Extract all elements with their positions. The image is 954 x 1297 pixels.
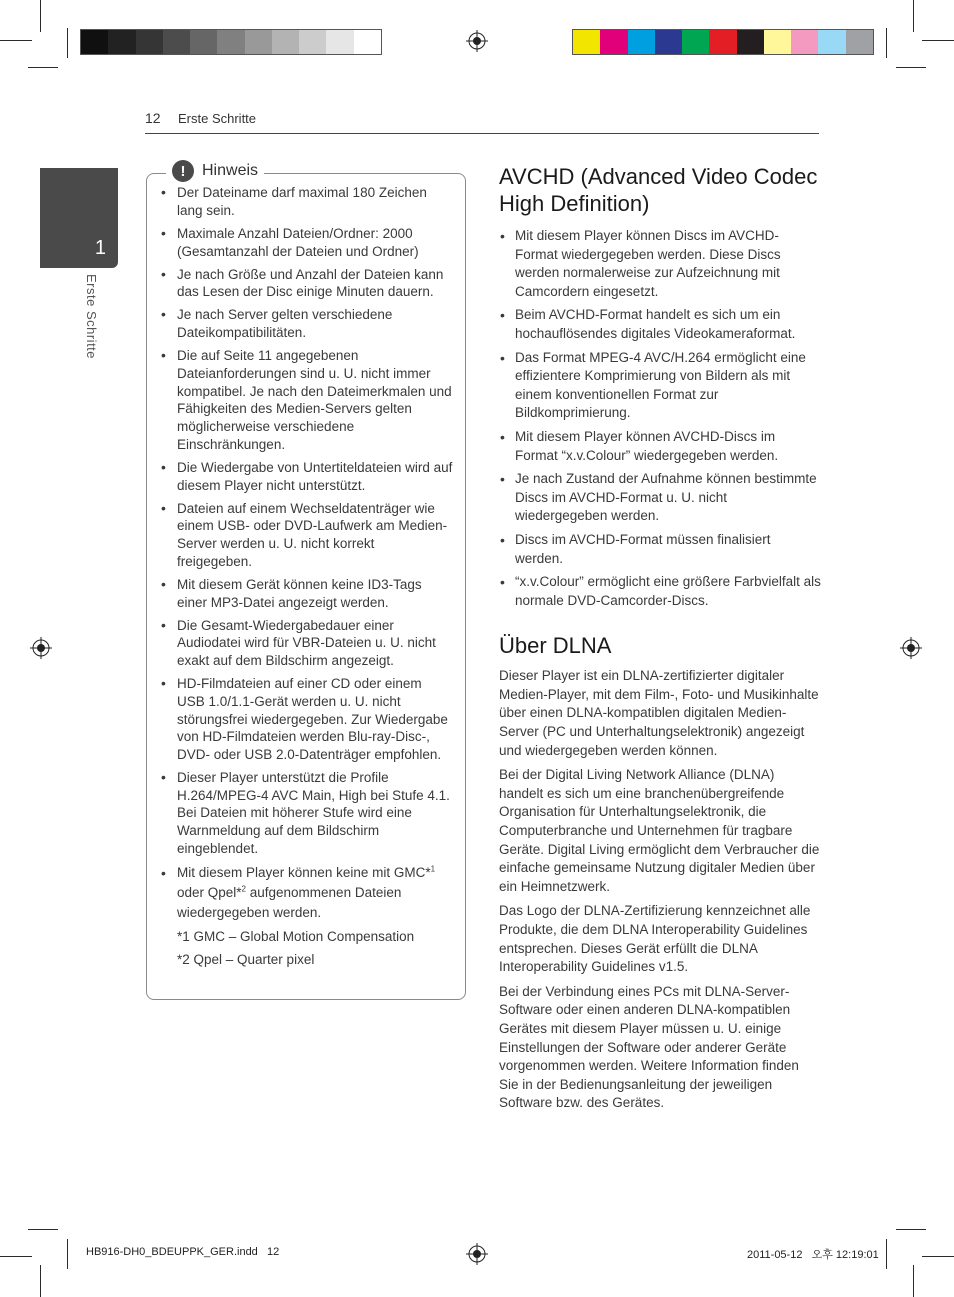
dlna-paragraph: Bei der Verbindung eines PCs mit DLNA-Server-Software oder einen anderen DLNA-kompatiblen Gerätes mit diesem Player müssen u. U. einige Einstellungen der Software oder anderer Geräte vorgenommen werden. Weitere Information finden Sie in der Bedienungsanleitung der jeweiligen Software bzw. des Gerätes. (499, 983, 799, 1111)
crop-mark (896, 1229, 926, 1230)
note-title: Hinweis (202, 162, 259, 179)
note-list (158, 184, 453, 974)
crop-mark (28, 67, 58, 68)
crop-mark (67, 28, 68, 58)
color-swatch (600, 30, 627, 54)
header-rule (145, 133, 819, 134)
avchd-list (499, 227, 821, 610)
crop-mark (886, 1239, 887, 1269)
warning-icon: ! (172, 160, 194, 182)
color-swatch (737, 30, 764, 54)
crop-mark (896, 67, 926, 68)
chapter-tab (40, 168, 118, 268)
chapter-number: 1 (94, 237, 106, 259)
list-item: • Discs im AVCHD-Format müssen finalisiert werden. (499, 531, 821, 568)
crop-mark (40, 0, 41, 32)
right-column (499, 163, 821, 1119)
list-item: • Je nach Zustand der Aufnahme können bestimmte Discs im AVCHD-Format u. U. nicht wiedergegeben werden. (499, 470, 821, 526)
chapter-label: Erste Schritte (84, 274, 99, 360)
crop-mark (913, 0, 914, 32)
list-item: • Der Dateiname darf maximal 180 Zeichen lang sein. (158, 184, 453, 219)
list-item: • Maximale Anzahl Dateien/Ordner: 2000 (Gesamtanzahl der Dateien und Ordner) (158, 225, 453, 260)
color-swatch (846, 30, 873, 54)
color-swatch (628, 30, 655, 54)
list-item: • Dateien auf einem Wechseldatenträger wie einem USB- oder DVD-Laufwerk am Medien-Server werden u. U. nicht korrekt freigegeben. (158, 500, 453, 571)
footnote-ref: 2 (241, 884, 246, 894)
dlna-heading: Über DLNA (499, 633, 612, 659)
color-swatch (326, 30, 353, 54)
footnote-ref: 1 (430, 864, 436, 874)
registration-mark-icon (900, 637, 922, 659)
crop-mark (67, 1239, 68, 1269)
list-item: • Dieser Player unterstützt die Profile H.264/MPEG-4 AVC Main, High bei Stufe 4.1. Bei Dateien mit höherer Stufe wird eine Warnmeldung auf dem Bildschirm eingeblendet. (158, 769, 453, 858)
crop-mark (922, 40, 954, 41)
color-swatch (81, 30, 108, 54)
color-swatch (245, 30, 272, 54)
color-swatch (709, 30, 736, 54)
color-swatch (573, 30, 600, 54)
list-item: • Die Wiedergabe von Untertiteldateien wird auf diesem Player nicht unterstützt. (158, 459, 453, 494)
footer-date-info: 2011-05-12 오후 12:19:01 (747, 1249, 879, 1261)
avchd-heading: AVCHD (Advanced Video Codec High Definition) (499, 164, 818, 216)
crop-mark (922, 1256, 954, 1257)
list-item: • Mit diesem Player können Discs im AVCHD-Format wiedergegeben werden. Diese Discs werden normalerweise zur Aufzeichnung mit Camcordern eingesetzt. (499, 227, 821, 301)
grayscale-color-bar (80, 29, 382, 55)
dlna-paragraph: Das Logo der DLNA-Zertifizierung kennzeichnet alle Produkte, die dem DLNA Interoperability Guidelines entsprechen. Dieses Gerät erfüllt die DLNA Interoperability Guidelines v1.5. (499, 903, 811, 975)
registration-mark-icon (466, 30, 488, 52)
list-item: • Die auf Seite 11 angegebenen Dateianforderungen sind u. U. nicht immer kompatibel. Je nach den Dateimerkmalen und Fähigkeiten des Medien-Servers gelten möglicherweise verschiedene Einschränkungen. (158, 347, 453, 453)
footnote: *1 GMC – Global Motion Compensation (177, 929, 415, 945)
color-swatch (136, 30, 163, 54)
dlna-paragraph: Bei der Digital Living Network Alliance (DLNA) handelt es sich um eine branchenübergreifende Organisation für Unterhaltungselektronik, die Computerbranche und Unternehmen für tragbare Geräte. Digital Living ermöglicht dem Verbraucher die einfache gemeinsame Nutzung digitaler Medien über ein Heimnetzwerk. (499, 767, 820, 894)
registration-mark-icon (466, 1243, 488, 1265)
crop-mark (913, 1265, 914, 1297)
color-swatch (818, 30, 845, 54)
list-item: • HD-Filmdateien auf einer CD oder einem USB 1.0/1.1-Gerät werden u. U. nicht störungsfrei wiedergegeben. Zur Wiedergabe von HD-Filmdateien werden Blu-ray-Disc-, DVD- oder USB 2.0-Datenträger empfohlen. (158, 675, 453, 764)
crop-mark (28, 1229, 58, 1230)
list-item: • Beim AVCHD-Format handelt es sich um ein hochauflösendes digitales Videokameraformat. (499, 306, 821, 343)
list-item: • “x.v.Colour” ermöglicht eine größere Farbvielfalt als normale DVD-Camcorder-Discs. (499, 573, 821, 610)
crop-mark (0, 1256, 32, 1257)
list-item: • Mit diesem Player können AVCHD-Discs im Format “x.v.Colour” wiedergegeben werden. (499, 428, 821, 465)
color-swatch (163, 30, 190, 54)
color-swatch (354, 30, 381, 54)
list-item: • Das Format MPEG-4 AVC/H.264 ermöglicht eine effizientere Komprimierung von Bildern als mit einem konventionellen Format zur Bildkomprimierung. (499, 349, 821, 423)
list-item-text: Mit diesem Player können keine mit GMC* (177, 864, 431, 880)
list-item-text: aufgenommenen Dateien wiedergegeben werden. (177, 884, 402, 920)
list-item: • Mit diesem Gerät können keine ID3-Tags einer MP3-Datei angezeigt werden. (158, 576, 453, 611)
footer-file-info: HB916-DH0_BDEUPPK_GER.indd 12 (86, 1246, 280, 1258)
color-swatch (190, 30, 217, 54)
crop-mark (0, 40, 32, 41)
color-swatch (764, 30, 791, 54)
note-header (166, 157, 264, 185)
list-item (158, 863, 453, 923)
dlna-paragraph: Dieser Player ist ein DLNA-zertifizierter digitaler Medien-Player, mit dem Film-, Foto- und Musikinhalte über einen DLNA-kompatiblen digitalen Medien-Server (PC und Unterhaltungselektronik) angezeigt und wiedergegeben werden können. (499, 668, 819, 758)
color-swatch (108, 30, 135, 54)
list-item-text: oder Qpel* (177, 884, 242, 900)
footnote: *2 Qpel – Quarter pixel (177, 952, 315, 967)
registration-mark-icon (30, 637, 52, 659)
list-item: • Die Gesamt-Wiedergabedauer einer Audiodatei wird für VBR-Dateien u. U. nicht exakt auf dem Bildschirm angezeigt. (158, 617, 453, 670)
color-swatch (682, 30, 709, 54)
color-swatch (272, 30, 299, 54)
color-swatch (299, 30, 326, 54)
color-swatch (655, 30, 682, 54)
list-item: • Je nach Größe und Anzahl der Dateien kann das Lesen der Disc einige Minuten dauern. (158, 266, 453, 301)
page-number: 12 (145, 110, 161, 126)
process-color-bar (572, 29, 874, 55)
section-title: Erste Schritte (178, 111, 257, 126)
crop-mark (40, 1265, 41, 1297)
list-item: • Je nach Server gelten verschiedene Dateikompatibilitäten. (158, 306, 453, 341)
crop-mark (886, 28, 887, 58)
color-swatch (791, 30, 818, 54)
color-swatch (217, 30, 244, 54)
